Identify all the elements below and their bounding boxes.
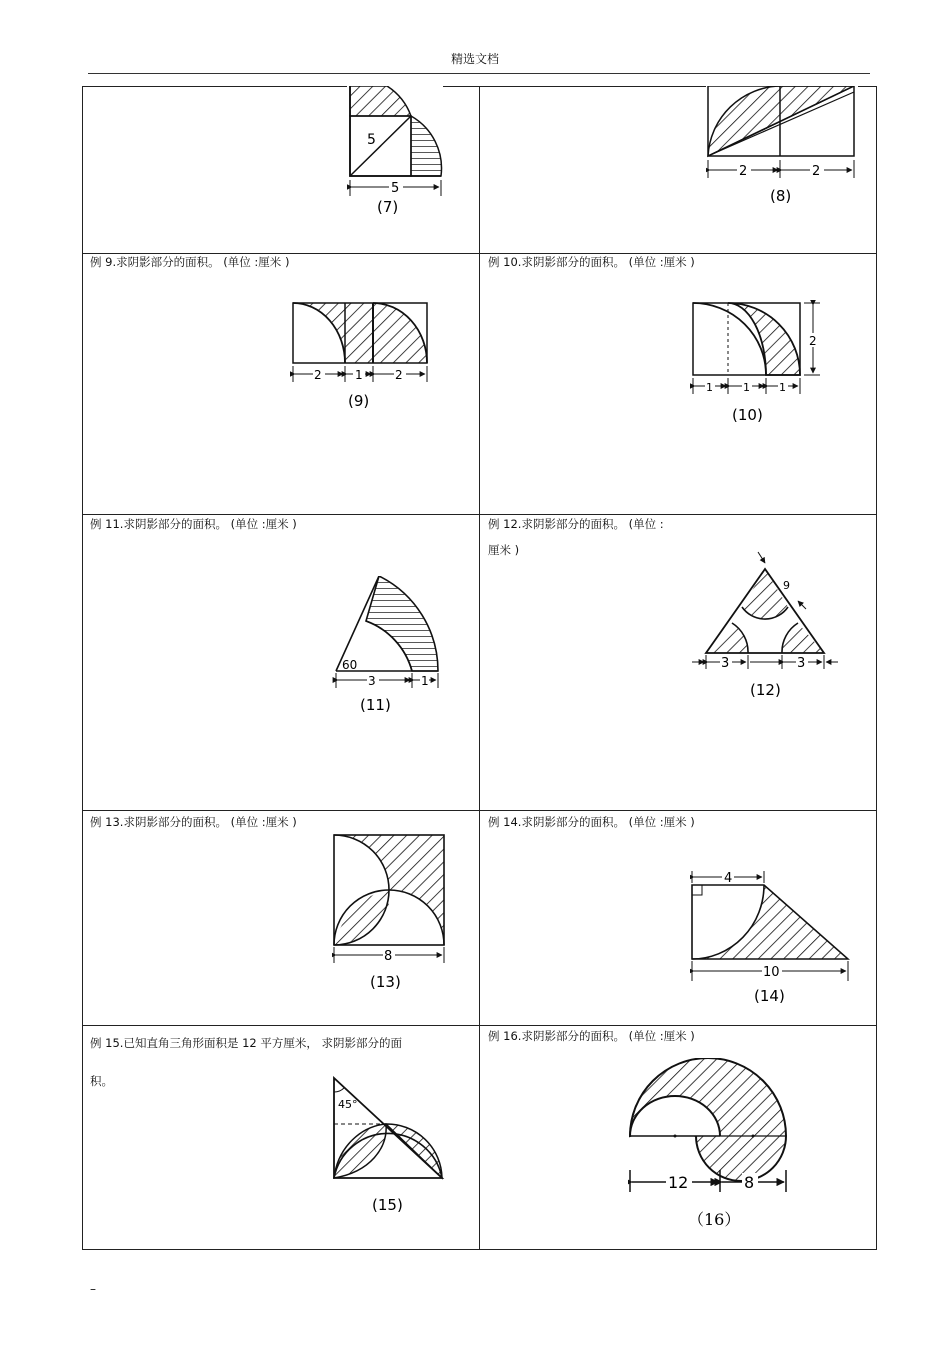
fig9-caption: (9): [348, 392, 370, 410]
fig11-caption: (11): [360, 696, 391, 714]
fig16-label-a: 12: [668, 1173, 689, 1192]
fig14-caption: (14): [754, 987, 785, 1005]
problem-12-text: 例 12.求阴影部分的面积。 (单位 :: [488, 517, 664, 531]
problem-15-text: 例 15.已知直角三角形面积是 12 平方厘米， 求阴影部分的面: [90, 1036, 403, 1050]
figure-16: [628, 1058, 796, 1246]
problem-16-text: 例 16.求阴影部分的面积。 (单位 :厘米 ): [488, 1029, 695, 1043]
figure-8: [706, 86, 858, 212]
fig14-label-top: 4: [724, 871, 733, 886]
page-header: 精选文档: [450, 52, 499, 66]
problem-12-text-cont: 厘米 ): [488, 543, 520, 557]
figure-12: [690, 549, 840, 707]
problem-15-text-cont: 积。: [90, 1074, 113, 1088]
fig10-caption: (10): [732, 406, 763, 424]
fig7-caption: (7): [377, 198, 399, 216]
problem-14-text: 例 14.求阴影部分的面积。 (单位 :厘米 ): [488, 815, 695, 829]
fig15-caption: (15): [372, 1196, 403, 1214]
fig8-label-a: 2: [739, 164, 748, 179]
fig12-label-a: 3: [721, 656, 730, 671]
fig13-caption: (13): [370, 973, 401, 991]
problem-13-text: 例 13.求阴影部分的面积。 (单位 :厘米 ): [90, 815, 297, 829]
fig11-label-angle: 60: [342, 658, 358, 672]
fig7-label-r: 5: [367, 132, 376, 148]
page-footer-mark: –: [90, 1282, 96, 1296]
problem-10-text: 例 10.求阴影部分的面积。 (单位 :厘米 ): [488, 255, 695, 269]
fig7-label-w: 5: [391, 181, 400, 196]
fig8-label-b: 2: [812, 164, 821, 179]
fig10-label-h: 2: [809, 334, 817, 348]
fig16-label-b: 8: [744, 1173, 755, 1192]
problem-9-text: 例 9.求阴影部分的面积。 (单位 :厘米 ): [90, 255, 290, 269]
fig12-label-s: 9: [783, 579, 790, 592]
fig14-label-bottom: 10: [763, 965, 780, 980]
fig12-caption: (12): [750, 681, 781, 699]
problem-11-text: 例 11.求阴影部分的面积。 (单位 :厘米 ): [90, 517, 297, 531]
fig10-label-c: 1: [779, 381, 786, 394]
figure-10: [690, 300, 832, 430]
fig12-label-b: 3: [797, 656, 806, 671]
figure-14: [690, 861, 850, 1012]
fig8-caption: (8): [770, 187, 792, 205]
fig11-label-a: 3: [368, 674, 376, 688]
figure-9: [290, 300, 432, 418]
fig9-label-a: 2: [314, 368, 322, 382]
fig15-label-angle: 45°: [338, 1098, 358, 1111]
figure-11: [332, 576, 444, 722]
header-rule: [88, 73, 870, 74]
fig9-label-b: 1: [355, 368, 363, 382]
figure-15: [332, 1076, 448, 1222]
fig10-label-b: 1: [743, 381, 750, 394]
fig13-label-a: 8: [384, 949, 393, 964]
fig16-caption: （16）: [688, 1210, 741, 1229]
fig9-label-c: 2: [395, 368, 403, 382]
fig11-label-b: 1: [421, 674, 429, 688]
figure-7: [347, 86, 443, 222]
fig10-label-a: 1: [706, 381, 713, 394]
figure-13: [332, 833, 448, 999]
